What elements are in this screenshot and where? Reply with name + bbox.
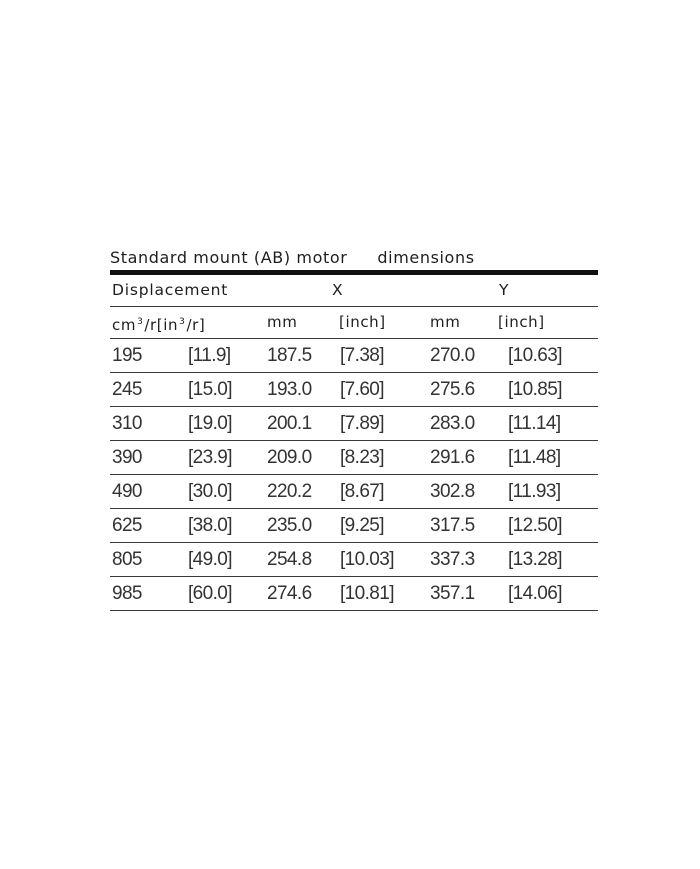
cell-displacement-cc: 625 [112, 515, 142, 536]
cell-y-inch: [13.28] [508, 549, 562, 570]
cell-displacement-cc: 805 [112, 549, 142, 570]
cell-y-mm: 283.0 [430, 413, 475, 434]
cell-y-inch: [14.06] [508, 583, 562, 604]
unit-x-mm: mm [267, 313, 298, 331]
cell-y-inch: [11.48] [508, 447, 561, 468]
table-row [110, 339, 598, 373]
cell-displacement-in: [60.0] [188, 583, 232, 604]
cell-y-inch: [11.93] [508, 481, 561, 502]
table-row [110, 407, 598, 441]
dimensions-table [110, 244, 598, 611]
cell-displacement-in: [38.0] [188, 515, 232, 536]
cell-x-inch: [7.60] [340, 379, 384, 400]
table-title-part1: Standard mount (AB) motor [110, 247, 348, 267]
cell-y-mm: 270.0 [430, 345, 475, 366]
header-displacement: Displacement [112, 281, 229, 299]
cell-x-inch: [8.23] [340, 447, 384, 468]
table-title [110, 244, 598, 270]
cell-y-mm: 291.6 [430, 447, 475, 468]
cell-y-mm: 302.8 [430, 481, 475, 502]
cell-y-inch: [11.14] [508, 413, 561, 434]
unit-y-inch: [inch] [498, 313, 545, 331]
cell-x-inch: [9.25] [340, 515, 384, 536]
cell-displacement-in: [30.0] [188, 481, 232, 502]
cell-x-mm: 220.2 [267, 481, 312, 502]
cell-y-mm: 337.3 [430, 549, 475, 570]
cell-x-inch: [7.38] [340, 345, 384, 366]
header-x: X [332, 281, 344, 299]
cell-y-mm: 275.6 [430, 379, 475, 400]
table-row [110, 475, 598, 509]
unit-y-mm: mm [430, 313, 461, 331]
cell-displacement-in: [23.9] [188, 447, 232, 468]
cell-x-inch: [8.67] [340, 481, 384, 502]
header-y: Y [499, 281, 510, 299]
cell-displacement-in: [19.0] [188, 413, 232, 434]
table-row [110, 441, 598, 475]
cell-x-inch: [7.89] [340, 413, 384, 434]
unit-cm: cm [112, 316, 137, 334]
cell-x-mm: 254.8 [267, 549, 312, 570]
unit-sup-2: 3 [179, 317, 186, 327]
cell-displacement-in: [11.9] [188, 345, 231, 366]
cell-x-inch: [10.03] [340, 549, 394, 570]
cell-x-mm: 187.5 [267, 345, 312, 366]
table-row [110, 577, 598, 611]
unit-end: /r] [186, 316, 206, 334]
cell-y-inch: [10.85] [508, 379, 562, 400]
cell-x-mm: 200.1 [267, 413, 312, 434]
header-row [110, 275, 598, 307]
table-row [110, 543, 598, 577]
unit-displacement [112, 307, 205, 338]
unit-sup-1: 3 [137, 317, 144, 327]
table-row [110, 373, 598, 407]
cell-y-mm: 357.1 [430, 583, 475, 604]
unit-row [110, 307, 598, 339]
cell-x-mm: 209.0 [267, 447, 312, 468]
cell-x-mm: 235.0 [267, 515, 312, 536]
unit-mid: /r[in [144, 316, 179, 334]
cell-displacement-in: [49.0] [188, 549, 232, 570]
cell-displacement-cc: 490 [112, 481, 142, 502]
cell-y-mm: 317.5 [430, 515, 475, 536]
cell-x-mm: 193.0 [267, 379, 312, 400]
cell-y-inch: [12.50] [508, 515, 562, 536]
cell-displacement-in: [15.0] [188, 379, 232, 400]
table-title-part2: dimensions [377, 247, 475, 267]
cell-displacement-cc: 245 [112, 379, 142, 400]
cell-displacement-cc: 390 [112, 447, 142, 468]
cell-displacement-cc: 310 [112, 413, 142, 434]
cell-y-inch: [10.63] [508, 345, 562, 366]
cell-x-inch: [10.81] [340, 583, 394, 604]
table-body [110, 339, 598, 611]
cell-x-mm: 274.6 [267, 583, 312, 604]
cell-displacement-cc: 195 [112, 345, 142, 366]
table-row [110, 509, 598, 543]
unit-x-inch: [inch] [339, 313, 386, 331]
cell-displacement-cc: 985 [112, 583, 142, 604]
